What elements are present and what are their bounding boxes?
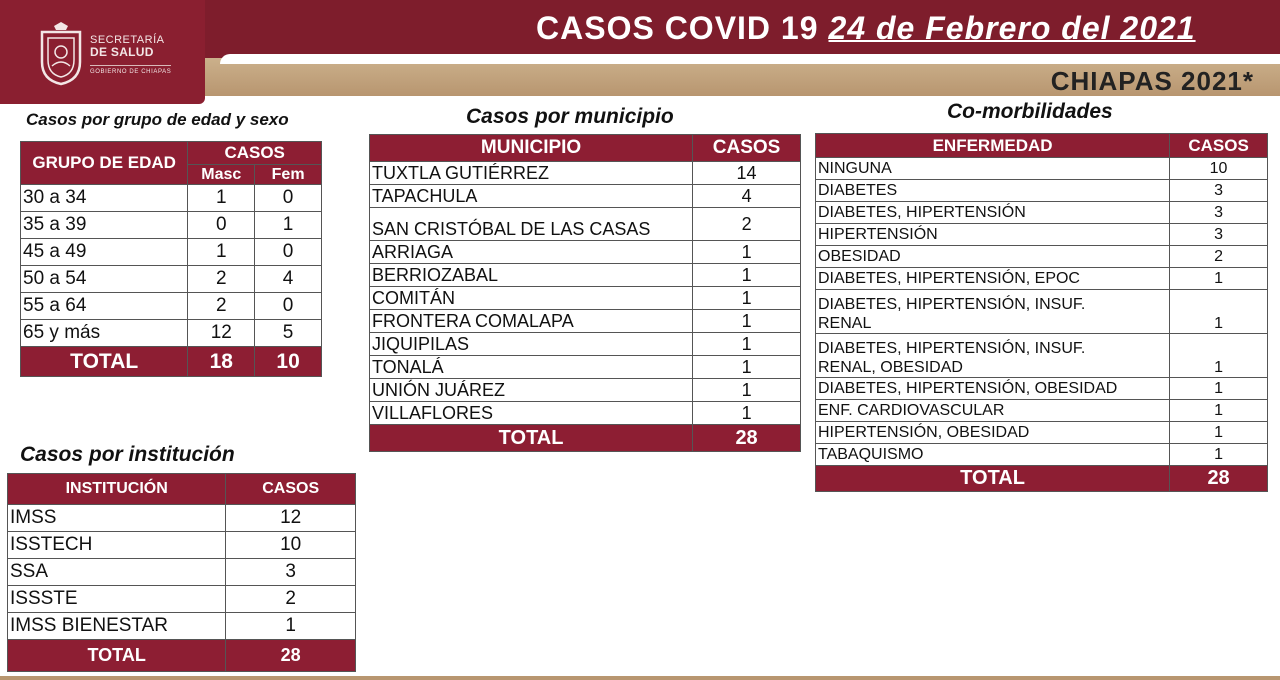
age-group-cell: 30 a 34 — [21, 185, 188, 212]
total-row — [370, 425, 801, 452]
male-cell: 0 — [188, 212, 255, 239]
page-title — [536, 10, 1196, 47]
disease-cases: 10 — [1170, 158, 1268, 180]
table-row — [8, 586, 356, 613]
municipio-cases: 1 — [693, 264, 801, 287]
chiapas-seal-icon — [38, 22, 84, 86]
table-row — [370, 185, 801, 208]
female-cell: 4 — [255, 266, 322, 293]
table-row — [816, 202, 1268, 224]
disease-name: TABAQUISMO — [816, 444, 1170, 466]
table-row — [816, 268, 1268, 290]
total-row — [8, 640, 356, 672]
female-cell: 0 — [255, 239, 322, 266]
table-row — [8, 613, 356, 640]
total-value: 28 — [693, 425, 801, 452]
col-header-municipio: MUNICIPIO — [370, 135, 693, 162]
female-cell: 5 — [255, 320, 322, 347]
municipio-name: UNIÓN JUÁREZ — [370, 379, 693, 402]
municipio-cases: 1 — [693, 356, 801, 379]
disease-name: DIABETES, HIPERTENSIÓN, EPOC — [816, 268, 1170, 290]
col-header-age-group: GRUPO DE EDAD — [21, 142, 188, 185]
male-cell: 2 — [188, 266, 255, 293]
total-label: TOTAL — [816, 466, 1170, 492]
institution-name: ISSTECH — [8, 532, 226, 559]
municipio-section-title: Casos por municipio — [466, 105, 674, 128]
total-label: TOTAL — [370, 425, 693, 452]
disease-name-line-2: RENAL — [818, 315, 872, 332]
institution-cases: 3 — [226, 559, 356, 586]
institution-cases: 12 — [226, 505, 356, 532]
col-header-cases: CASOS — [188, 142, 322, 165]
col-header-institution: INSTITUCIÓN — [8, 474, 226, 505]
institution-cases: 10 — [226, 532, 356, 559]
disease-name — [816, 290, 1170, 334]
table-row — [816, 224, 1268, 246]
disease-name: HIPERTENSIÓN — [816, 224, 1170, 246]
municipio-cases: 4 — [693, 185, 801, 208]
municipio-name: VILLAFLORES — [370, 402, 693, 425]
disease-cases: 1 — [1170, 268, 1268, 290]
female-cell: 0 — [255, 293, 322, 320]
disease-name: DIABETES, HIPERTENSIÓN, OBESIDAD — [816, 378, 1170, 400]
disease-cases: 3 — [1170, 180, 1268, 202]
disease-name: HIPERTENSIÓN, OBESIDAD — [816, 422, 1170, 444]
table-row — [816, 180, 1268, 202]
disease-name — [816, 334, 1170, 378]
municipio-name: COMITÁN — [370, 287, 693, 310]
disease-cases: 2 — [1170, 246, 1268, 268]
institution-name: IMSS BIENESTAR — [8, 613, 226, 640]
disease-cases: 3 — [1170, 224, 1268, 246]
total-label: TOTAL — [8, 640, 226, 672]
table-row — [816, 334, 1268, 378]
footer-stripe — [0, 676, 1280, 680]
table-row — [816, 422, 1268, 444]
age-group-cell: 45 a 49 — [21, 239, 188, 266]
table-row — [370, 241, 801, 264]
total-male: 18 — [188, 347, 255, 377]
table-row — [370, 356, 801, 379]
male-cell: 1 — [188, 185, 255, 212]
institution-name: IMSS — [8, 505, 226, 532]
institution-cases: 1 — [226, 613, 356, 640]
table-row — [816, 400, 1268, 422]
disease-cases: 1 — [1170, 422, 1268, 444]
col-header-disease: ENFERMEDAD — [816, 134, 1170, 158]
disease-name: ENF. CARDIOVASCULAR — [816, 400, 1170, 422]
age-group-cell: 35 a 39 — [21, 212, 188, 239]
disease-cases: 3 — [1170, 202, 1268, 224]
municipio-name: TAPACHULA — [370, 185, 693, 208]
table-row — [370, 379, 801, 402]
table-row — [370, 287, 801, 310]
disease-name: DIABETES, HIPERTENSIÓN — [816, 202, 1170, 224]
institution-cases: 2 — [226, 586, 356, 613]
disease-name-line-1: DIABETES, HIPERTENSIÓN, INSUF. — [818, 340, 1086, 357]
disease-cases: 1 — [1170, 378, 1268, 400]
table-row — [8, 559, 356, 586]
total-label: TOTAL — [21, 347, 188, 377]
col-header-female: Fem — [255, 165, 322, 185]
table-row — [370, 208, 801, 241]
org-line-3: GOBIERNO DE CHIAPAS — [90, 65, 171, 76]
disease-name: DIABETES — [816, 180, 1170, 202]
municipio-cases: 2 — [693, 208, 801, 241]
municipio-name: BERRIOZABAL — [370, 264, 693, 287]
municipio-table — [369, 134, 801, 452]
age-group-cell: 55 a 64 — [21, 293, 188, 320]
table-row — [370, 264, 801, 287]
female-cell: 1 — [255, 212, 322, 239]
table-row — [816, 246, 1268, 268]
table-row — [370, 402, 801, 425]
table-row — [21, 320, 322, 347]
disease-name: OBESIDAD — [816, 246, 1170, 268]
male-cell: 12 — [188, 320, 255, 347]
table-row — [370, 333, 801, 356]
disease-cases: 1 — [1170, 334, 1268, 378]
disease-name-line-2: RENAL, OBESIDAD — [818, 359, 963, 376]
table-row — [816, 378, 1268, 400]
logo-block — [0, 0, 205, 104]
municipio-name: SAN CRISTÓBAL DE LAS CASAS — [370, 208, 693, 241]
title-date: 24 de Febrero del 2021 — [828, 10, 1196, 46]
disease-name: NINGUNA — [816, 158, 1170, 180]
total-value: 28 — [1170, 466, 1268, 492]
table-row — [8, 505, 356, 532]
header-white-curve — [220, 54, 1280, 64]
organization-name — [90, 34, 171, 76]
total-row — [816, 466, 1268, 492]
table-row — [816, 444, 1268, 466]
institution-table — [7, 473, 356, 672]
municipio-name: TUXTLA GUTIÉRREZ — [370, 162, 693, 185]
institution-name: ISSSTE — [8, 586, 226, 613]
table-row — [21, 185, 322, 212]
table-row — [816, 158, 1268, 180]
age-group-cell: 65 y más — [21, 320, 188, 347]
table-row — [21, 266, 322, 293]
institution-section-title: Casos por institución — [20, 443, 235, 466]
age-section-title: Casos por grupo de edad y sexo — [26, 110, 289, 129]
age-group-cell: 50 a 54 — [21, 266, 188, 293]
municipio-name: TONALÁ — [370, 356, 693, 379]
disease-cases: 1 — [1170, 400, 1268, 422]
col-header-cases: CASOS — [1170, 134, 1268, 158]
org-line-1: SECRETARÍA — [90, 34, 165, 46]
total-value: 28 — [226, 640, 356, 672]
col-header-cases: CASOS — [693, 135, 801, 162]
col-header-male: Masc — [188, 165, 255, 185]
title-text: CASOS COVID 19 — [536, 10, 819, 46]
total-row — [21, 347, 322, 377]
municipio-cases: 1 — [693, 287, 801, 310]
table-row — [21, 212, 322, 239]
municipio-cases: 1 — [693, 241, 801, 264]
municipio-name: ARRIAGA — [370, 241, 693, 264]
disease-cases: 1 — [1170, 290, 1268, 334]
table-row — [8, 532, 356, 559]
municipio-cases: 14 — [693, 162, 801, 185]
disease-cases: 1 — [1170, 444, 1268, 466]
table-row — [21, 239, 322, 266]
total-female: 10 — [255, 347, 322, 377]
age-sex-table — [20, 141, 322, 377]
municipio-cases: 1 — [693, 310, 801, 333]
municipio-name: JIQUIPILAS — [370, 333, 693, 356]
org-line-2: DE SALUD — [90, 45, 154, 60]
municipio-cases: 1 — [693, 379, 801, 402]
comorbidity-section-title: Co-morbilidades — [947, 100, 1113, 123]
municipio-cases: 1 — [693, 333, 801, 356]
col-header-cases: CASOS — [226, 474, 356, 505]
comorbidity-table — [815, 133, 1268, 492]
table-row — [816, 290, 1268, 334]
municipio-name: FRONTERA COMALAPA — [370, 310, 693, 333]
male-cell: 2 — [188, 293, 255, 320]
region-label: CHIAPAS 2021* — [1050, 66, 1254, 96]
female-cell: 0 — [255, 185, 322, 212]
municipio-cases: 1 — [693, 402, 801, 425]
male-cell: 1 — [188, 239, 255, 266]
institution-name: SSA — [8, 559, 226, 586]
disease-name-line-1: DIABETES, HIPERTENSIÓN, INSUF. — [818, 296, 1086, 313]
table-row — [370, 162, 801, 185]
table-row — [370, 310, 801, 333]
table-row — [21, 293, 322, 320]
